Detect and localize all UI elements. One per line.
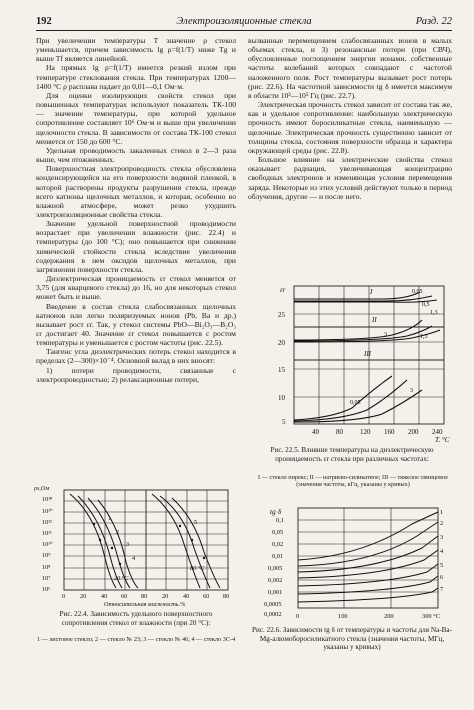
region-label: I [370, 288, 373, 296]
paragraph: вызванные перемещением слабосвязанных ионов в малых объемах стекла, и 3) резонансные потери (при СВЧ), обусловленные поглощением энергии ионами, собственные частоты колебаний которых совпадают с частотой наложенного поля. Рост температуры вызывает рост потерь (рис. 22.6). На частотной зависимости tg δ имеется максимум в области 10³—10⁵ Гц (рис. 22.7). [248, 36, 452, 100]
page-number: 192 [36, 16, 52, 27]
curve-label: 5 [440, 562, 444, 569]
y-tick: 0,02 [272, 541, 284, 548]
curve-label: 3 [440, 534, 444, 541]
curve-label: 4 [132, 555, 136, 562]
curve-label: 3 [384, 332, 387, 338]
curve-label: 1 [108, 515, 112, 522]
x-tick: 40 [101, 593, 108, 600]
curve-label: 4 [440, 548, 444, 555]
x-tick: 40 [312, 428, 319, 436]
paragraph: На прямых lg ρ=f(1/T) имеется резкий излом при температуре стеклования стекла. При температурах 1200—1400 °С ρ расплава падает до 0,01—0,1 Ом·м. [36, 63, 236, 91]
y-tick: 10¹² [42, 519, 52, 526]
y-tick: 10¹⁰ [42, 508, 53, 515]
figure-22-4-legend: 1 — листовое стекло; 2 — стекло № 23; 3 — стекло № 46; 4 — стекло 3С-4 [36, 636, 236, 643]
figure-22-5-legend: I — стекло пирекс; II — натриево-силикатное; III — тяжелое свинцовое (значения частоты, кГц, указаны у кривых) [258, 474, 448, 489]
curve-label: 0,5 [422, 302, 430, 308]
y-tick: 25 [278, 311, 285, 319]
paragraph: При увеличении температуры T значение ρ стекол уменьшается, причем зависимость lg ρ=f(1/T) ниже Tg и выше Tf является линейной. [36, 36, 236, 64]
y-axis-label: ρs,Ом [34, 485, 50, 492]
x-tick: 20 [80, 593, 87, 600]
figure-22-4-caption: Рис. 22.4. Зависимость удельного поверхностного сопротивления стекол от влажности (при 20 °С): [59, 610, 213, 627]
y-tick: 10⁶ [42, 586, 51, 593]
x-tick: 200 [384, 613, 394, 620]
curve-label: 0,05 [412, 289, 423, 295]
x-axis-label: Относительная влажность,% [104, 601, 186, 606]
paragraph: Для оценки изолирующих свойств стекол при повышенных температурах используют показатель ТК-100 — значение температуры, при которой удельное сопротивление составляет 10⁶ Ом·м и выше при увеличении щелочности стекла. В зависимости от состава ТК-100 стекол меняется от 150 до 600 °С. [36, 90, 236, 146]
x-tick: 20 [162, 593, 169, 600]
x-tick: 300 °С [422, 613, 441, 620]
curve-label: 6 [440, 574, 444, 581]
x-tick: 240 [432, 428, 443, 436]
y-tick: 10¹¹ [42, 530, 52, 537]
left-text-column [36, 36, 236, 384]
running-title: Электроизоляционные стекла [176, 16, 312, 27]
y-tick: 10 [278, 394, 285, 402]
y-tick: 5 [282, 418, 286, 426]
figure-22-6-plot [262, 504, 462, 622]
paragraph: Диэлектрическая проницаемость εr стекол меняется от 3,75 (для кварцевого стекла) до 16, но для некоторых стекол может быть и выше. [36, 274, 236, 302]
curve-label: 3 [410, 388, 413, 394]
y-tick: 0,01 [272, 553, 284, 560]
region-label: III [364, 350, 371, 358]
curve-label: 7 [440, 586, 444, 593]
y-tick: 0,1 [276, 517, 284, 524]
y-tick: 10⁷ [42, 575, 51, 582]
paragraph: Удельная проводимость закаленных стекол в 2—3 раза выше, чем отожженных. [36, 145, 236, 165]
paragraph: Тангенс угла диэлектрических потерь стекол находится в пределах (2—300)×10⁻⁴. Основной вклад в них вносят: [36, 347, 236, 366]
y-tick: 0,05 [272, 529, 284, 536]
right-text-column [248, 36, 452, 201]
curve-label: 2 [116, 529, 120, 536]
section-label: Разд. 22 [415, 16, 452, 27]
curve-label: 5 [194, 519, 198, 526]
y-tick: 10⁸ [42, 564, 51, 571]
figure-22-5-caption: Рис. 22.5. Влияние температуры на диэлектрическую проницаемость εr стекла при различных частотах: [270, 446, 434, 463]
curve-label: 1 [440, 509, 444, 516]
y-tick: 0,005 [268, 565, 283, 572]
x-tick: 160 [384, 428, 395, 436]
region-label: II [372, 316, 377, 324]
x-tick: 40 [183, 593, 190, 600]
paragraph: Поверхностная электропроводность стекла обусловлена конденсирующейся на его поверхности водяной пленкой, в которой растворены продукты разрушения стекла, прежде всего катионы щелочных металлов, и которая, особенно во влажной атмосфере, может резко ухудшить электроизоляционные свойства стекла. [36, 164, 236, 219]
paragraph: Электрическая прочность стекол зависит от состава так же, как и удельное сопротивление: наибольшую электрическую прочность имеют боросиликатные стекла, наименьшую — щелочные. Электрическая прочность существенно зависит от толщины стекла, состояния поверхности образца и характера окружающей среды (рис. 22.8). [248, 100, 452, 155]
y-tick: 15 [278, 366, 285, 374]
paragraph: Большое влияние на электрические свойства стекол оказывает радиация, увеличивающая концентрацию свободных электронов и изменяющая условия перемещения заряда. Некоторые из этих условий действуют только в период облучения, другие — и после него. [248, 155, 452, 201]
y-tick: 0,0002 [264, 611, 282, 618]
running-header [36, 14, 452, 31]
panel-label: 20 °С [114, 575, 129, 582]
x-tick: 0 [296, 613, 300, 620]
x-tick: 80 [141, 593, 148, 600]
y-tick: 0,002 [268, 577, 283, 584]
panel-label: 80 °С [190, 565, 205, 572]
y-tick: 10¹⁰ [42, 541, 53, 548]
x-tick: 120 [360, 428, 371, 436]
y-axis-label: tg δ [270, 507, 282, 516]
curve-label: 2 [440, 520, 444, 527]
y-axis-label: εr [280, 286, 286, 294]
x-axis-label: T, °C [435, 436, 450, 442]
x-tick: 80 [223, 593, 230, 600]
figure-22-5-plot [272, 280, 462, 442]
paragraph: 1) потери проводимости, связанные с электропроводностью; 2) релаксационные потери, [36, 365, 236, 384]
x-tick: 0 [62, 593, 66, 600]
y-tick: 0,001 [268, 589, 283, 596]
y-tick: 10¹⁸ [42, 496, 53, 503]
paragraph: Введение в состав стекла слабосвязанных щелочных катионов или легко поляризуемых ионов (Pb, Ba и др.) вызывает рост εr. Так, у стекол системы PbO—Bi₂O₃—B₂O₃ εr достигает 40. Значение εr стекол повышается с ростом температуры и уменьшается с ростом частоты (рис. 22.5). [36, 301, 236, 348]
x-tick: 60 [203, 593, 210, 600]
figure-22-4-plot [34, 484, 238, 606]
curve-label: 0,05 [350, 400, 361, 406]
x-tick: 60 [121, 593, 128, 600]
y-tick: 0,0005 [264, 601, 282, 608]
x-tick: 200 [408, 428, 419, 436]
figure-22-6-caption: Рис. 22.6. Зависимости tg δ от температуры и частоты для Na-Ba-Mg-алюмоборосиликатного стекла (значения частоты, МГц, указаны у кривых) [252, 626, 452, 652]
curve-label: 3 [126, 541, 130, 548]
y-tick: 10⁹ [42, 552, 51, 559]
x-tick: 100 [338, 613, 348, 620]
y-tick: 20 [278, 339, 285, 347]
curve-label: 1,3 [420, 334, 428, 340]
paragraph: Значение удельной поверхностной проводимости возрастает при увеличении влажности (рис. 22.4) и температуры (до 100 °С); оно повышается при снижении химической стойкости стекла вследствие увеличения содержания в нем оксидов щелочных металлов, при загрязнении поверхности стекла. [36, 219, 236, 274]
curve-label: 1,3 [430, 310, 438, 316]
x-tick: 80 [336, 428, 343, 436]
